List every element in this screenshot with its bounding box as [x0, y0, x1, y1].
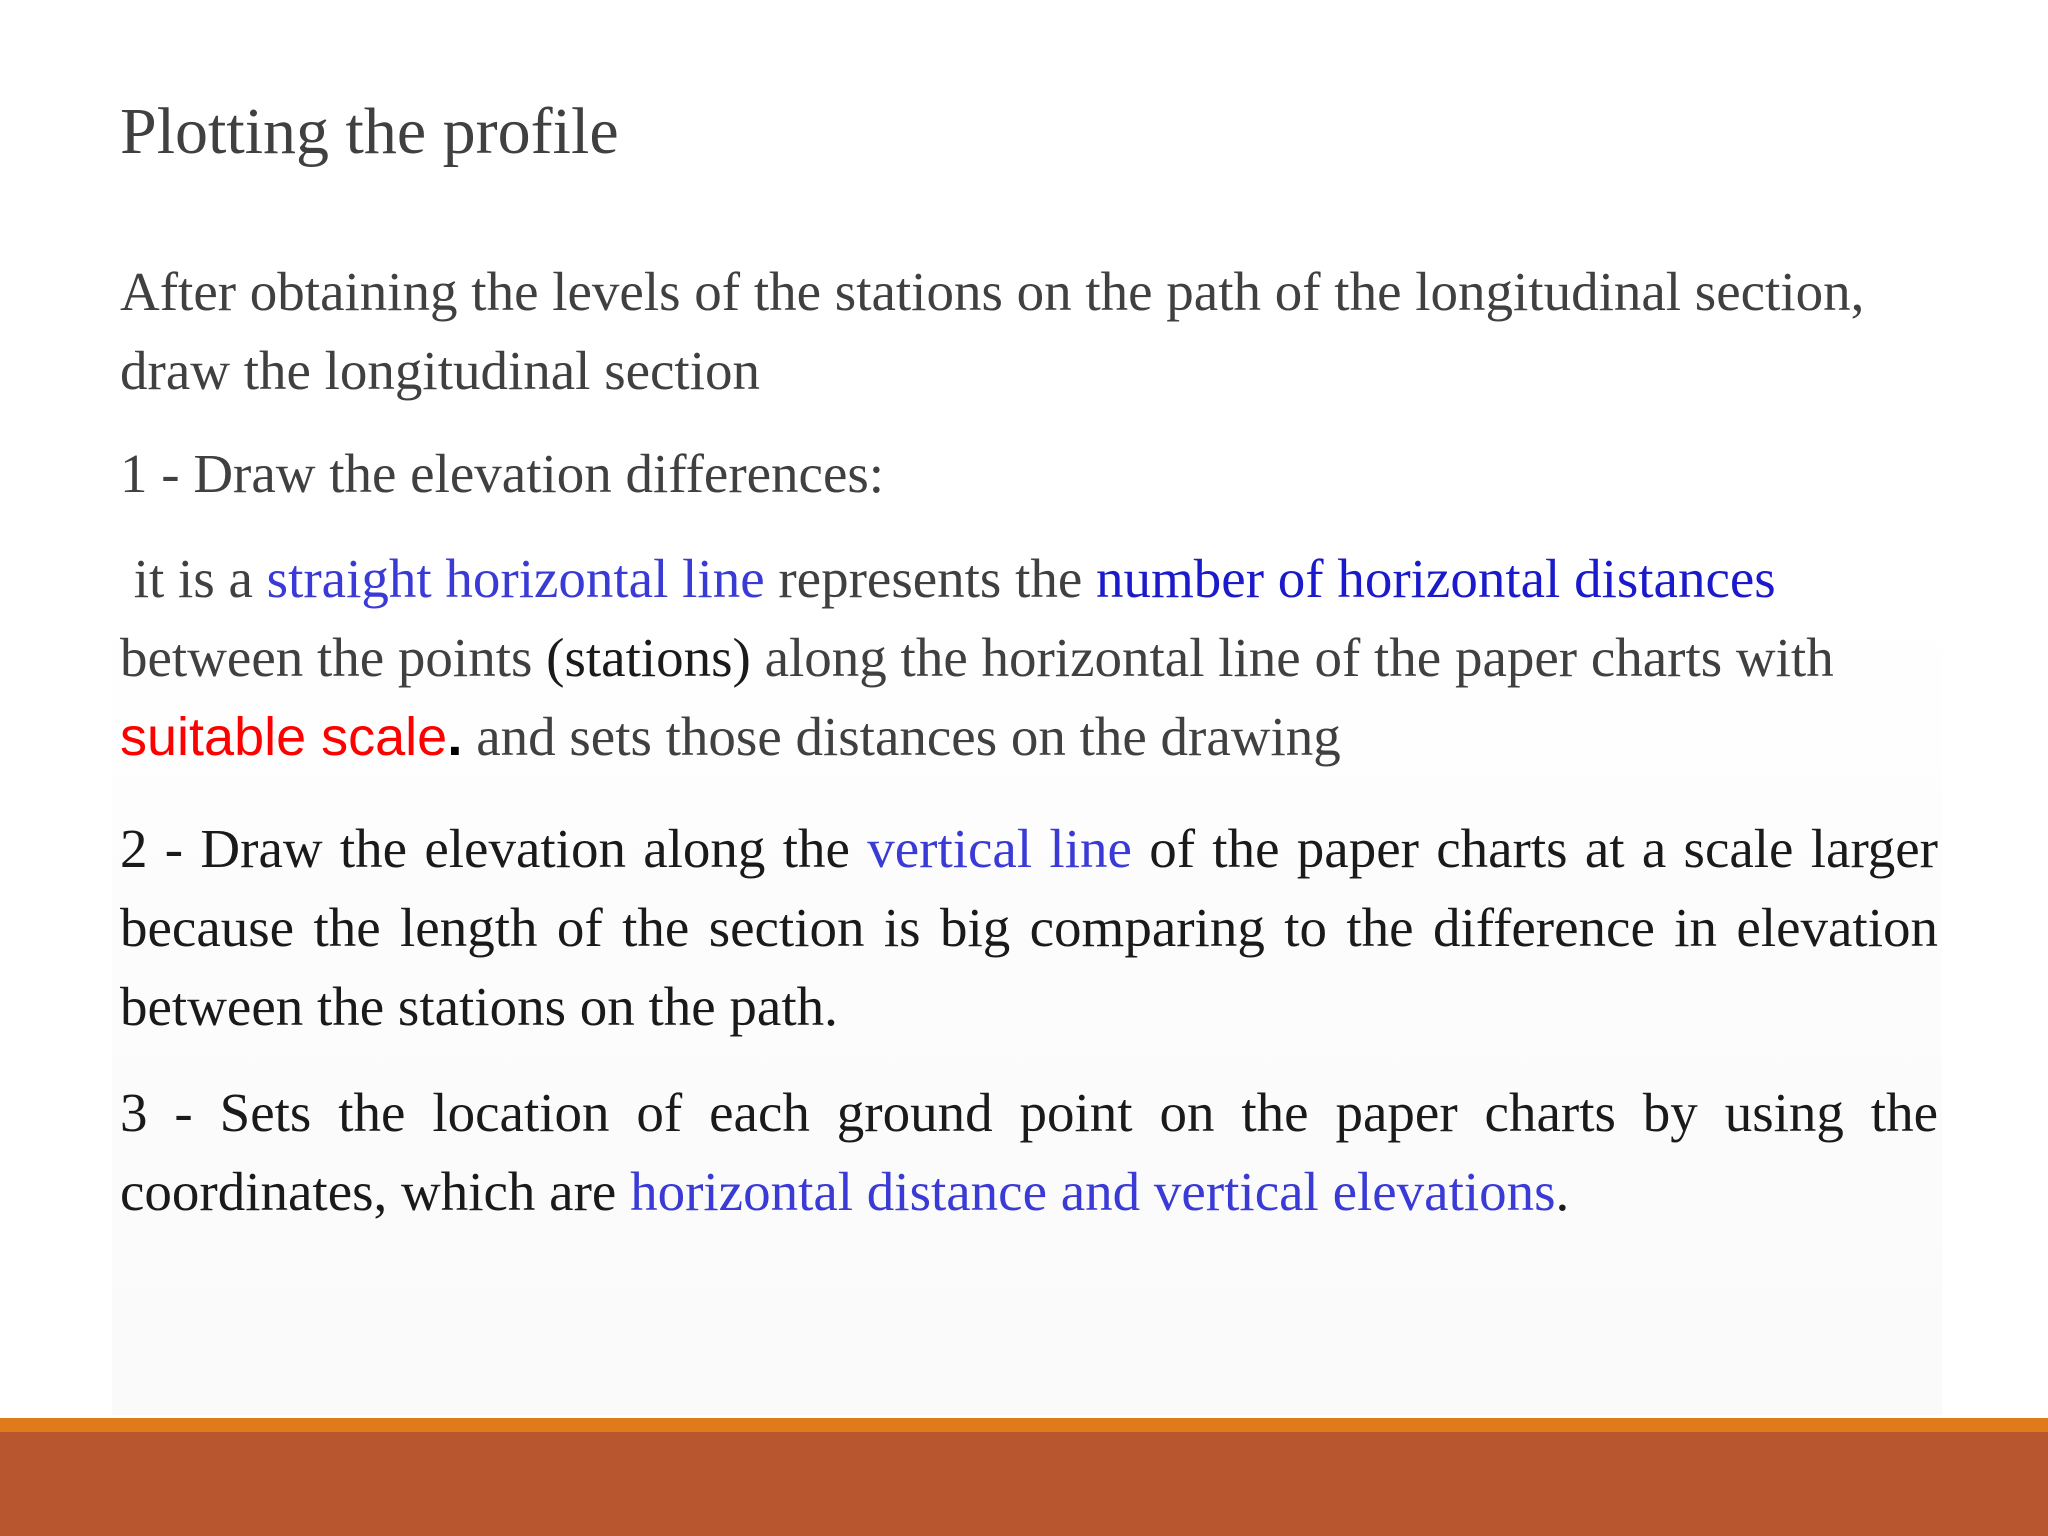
highlight-suitable-scale: suitable scale	[120, 707, 448, 767]
step1-text-3: between the points	[120, 627, 547, 688]
highlight-straight-horizontal-line: straight horizontal line	[266, 548, 765, 609]
step1-text-5: and sets those distances on the drawing	[462, 706, 1341, 767]
intro-paragraph: After obtaining the levels of the stations on the path of the longitudinal section, draw the longitudinal section	[120, 261, 1865, 401]
step1-stations: (stations)	[546, 627, 751, 688]
step1-text-1: it is a	[133, 548, 267, 609]
footer-accent-line	[0, 1418, 2048, 1432]
highlight-vertical-line: vertical line	[867, 818, 1132, 879]
highlight-horizontal-distance-and-vertical-elevations: horizontal distance and vertical elevations	[630, 1161, 1556, 1222]
step1-text-2: represents the	[764, 548, 1097, 609]
step1-text-4: along the horizontal line of the paper charts with	[750, 627, 1834, 688]
step2-paragraph	[120, 809, 1938, 1046]
step3-text-1: 3 - Sets the location of each ground point on the paper charts by using the coordinates, which are	[120, 1082, 1938, 1222]
step1-period: .	[447, 705, 463, 767]
step1-body	[120, 539, 1938, 777]
slide-title: Plotting the profile	[120, 95, 619, 168]
step3-text-2: .	[1555, 1161, 1570, 1222]
footer-bar	[0, 1432, 2048, 1536]
step2-text-1: 2 - Draw the elevation along the	[120, 818, 868, 879]
step2-text-2: of the paper charts at a scale larger because the length of the section is big comparing to the difference in elevation between the stations on the path.	[120, 818, 1938, 1037]
step1-heading: 1 - Draw the elevation differences:	[120, 443, 885, 504]
step3-paragraph	[120, 1073, 1938, 1231]
highlight-number-of-horizontal-distances: number of horizontal distances	[1096, 548, 1776, 609]
